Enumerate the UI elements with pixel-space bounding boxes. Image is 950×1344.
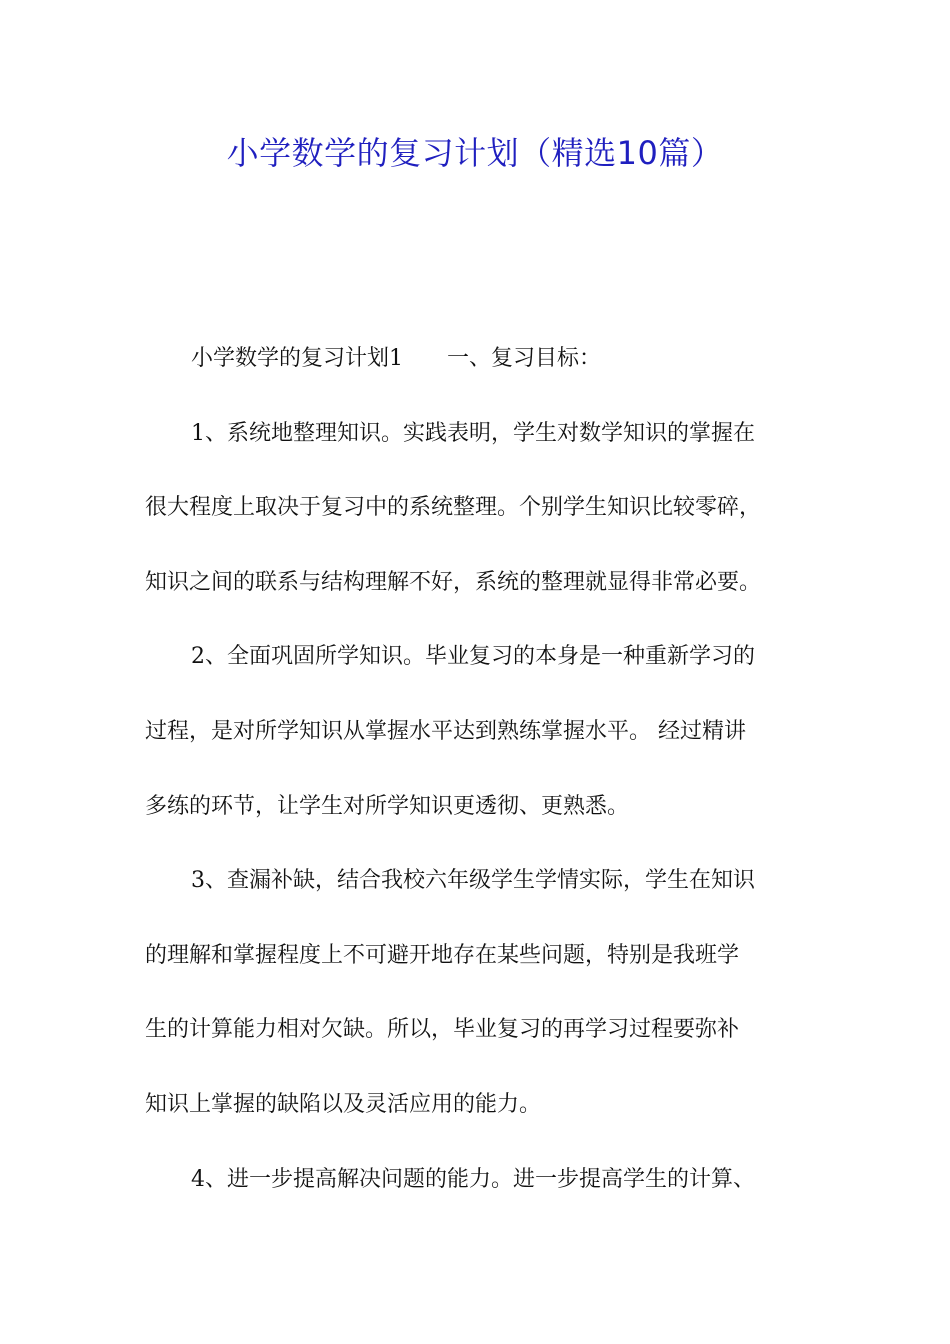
document-title: 小学数学的复习计划（精选10篇） xyxy=(226,134,724,172)
paragraph-line: 过程，是对所学知识从掌握水平达到熟练掌握水平。 经过精讲 xyxy=(145,718,746,744)
section-heading: 一、复习目标： xyxy=(447,346,602,371)
paragraph-line: 2、全面巩固所学知识。毕业复习的本身是一种重新学习的 xyxy=(191,644,755,670)
paragraph-line: 的理解和掌握程度上不可避开地存在某些问题，特别是我班学 xyxy=(145,942,740,968)
paragraph-line: 知识之间的联系与结构理解不好，系统的整理就显得非常必要。 xyxy=(145,569,762,595)
paragraph-line: 很大程度上取决于复习中的系统整理。个别学生知识比较零碎， xyxy=(145,495,762,521)
document-body xyxy=(145,334,825,1229)
plan-heading: 小学数学的复习计划1 xyxy=(191,346,403,371)
paragraph-line: 生的计算能力相对欠缺。所以，毕业复习的再学习过程要弥补 xyxy=(145,1017,740,1043)
paragraph-line: 多练的环节，让学生对所学知识更透彻、更熟悉。 xyxy=(145,793,630,819)
paragraph-line: 4、进一步提高解决问题的能力。进一步提高学生的计算、 xyxy=(191,1166,755,1192)
paragraph-line: 3、查漏补缺，结合我校六年级学生学情实际，学生在知识 xyxy=(191,868,755,894)
paragraph-line: 1、系统地整理知识。实践表明，学生对数学知识的掌握在 xyxy=(191,420,755,446)
intro-line xyxy=(145,334,825,409)
paragraph-line: 知识上掌握的缺陷以及灵活应用的能力。 xyxy=(145,1091,542,1117)
